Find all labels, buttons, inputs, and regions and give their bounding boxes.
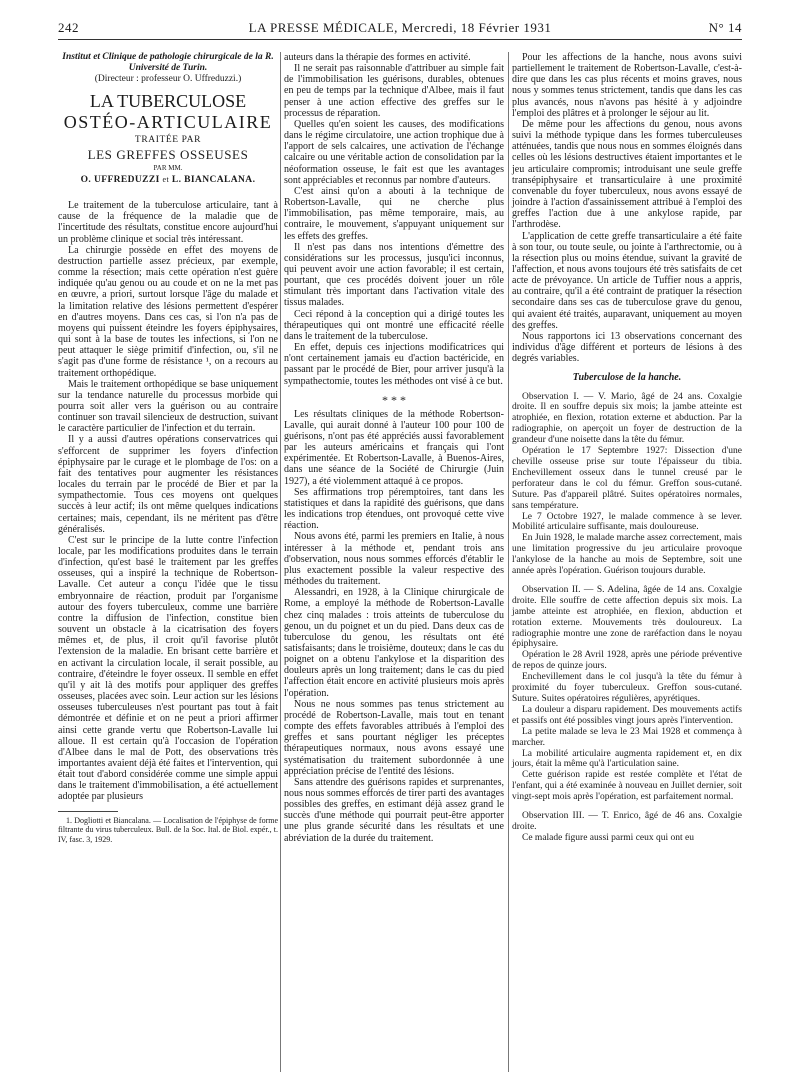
director-line: (Directeur : professeur O. Uffreduzzi.) [94, 74, 242, 84]
paragraph: Opération le 28 Avril 1928, après une période préventive de repos de quinze jours. [512, 650, 742, 672]
observation-1 [512, 392, 742, 577]
author-1: O. UFFREDUZZI [80, 175, 160, 185]
paragraph: Observation III. — T. Enrico, âgé de 46 ans. Coxalgie droite. [512, 811, 742, 832]
paragraph: Le 7 Octobre 1927, le malade commence à se lever. Mobilité articulaire suffisante, mais douloureuse. [512, 511, 742, 533]
column-3 [512, 52, 742, 844]
journal-title: LA PRESSE MÉDICALE, Mercredi, 18 Février 1931 [248, 20, 552, 35]
paragraph: Nous ne nous sommes pas tenus strictement au procédé de Robertson-Lavalle, mais tout en tenant compte des effets favorables attribués à l'emploi des greffes et sans pourtant négliger les préceptes thérapeutiques normaux, nous avons essayé une systématisation du traitement subordonnée à une appréciation précise de l'entité des lésions. [284, 698, 504, 777]
header-rule [58, 39, 742, 40]
paragraph: De même pour les affections du genou, nous avons suivi la méthode typique dans les formes tuberculeuses atténuées, tandis que nous nous en sommes éloignés dans celles où les lésions destructives étaient importantes et le jeu articulaire compromis; introduisant une seule greffe transépiphysaire et transarticulaire à une proximité convenable du foyer tuberculeux, nous avons essayé de joindre à l'action d'assainissement attribué à l'emploi des greffes l'action due à une ankylose rapide, par l'arthrodèse. [512, 118, 742, 231]
author-conjunction: et [162, 175, 170, 184]
paragraph: Les résultats cliniques de la méthode Robertson-Lavalle, qui aurait donné à l'auteur 100 pour 100 de guérisons, n'ont pas été appréciés aussi favorablement par les auteurs américains et français qui l'ont expérimentée. Et Robertson-Lavalle, à Buenos-Aires, dans une séance de la Société de Chirurgie (Juin 1927), a été violemment attaqué à ce propos. [284, 408, 504, 487]
paragraph: Ses affirmations trop péremptoires, tant dans les statistiques et dans la rapidité des guérisons, que dans les indications trop étendues, ont provoqué cette vive réaction. [284, 486, 504, 532]
paragraph: Ceci répond à la conception qui a dirigé toutes les thérapeutiques qui ont montré une efficacité réelle dans le traitement de la tuberculose. [284, 308, 504, 342]
page-header [58, 20, 742, 38]
paragraph: Mais le traitement orthopédique se base uniquement sur la tendance naturelle du processus morbide qui pourra soit aller vers la guérison ou au contraire continuer son travail silencieux de destruction, suivant le caractère particulier de l'infection et du terrain. [58, 378, 278, 435]
section-separator: * * * [382, 392, 406, 407]
paragraph: Opération le 17 Septembre 1927: Dissection d'une cheville osseuse prise sur toute l'épaisseur du tibia. Enchevillement osseux dans le tunnel creusé par le perforateur dans le col du fémur. Greffon sous-cutané. Suture. Pas d'appareil plâtré. Suites opératoires normales, sans température. [512, 446, 742, 511]
footnote: 1. Dogliotti et Biancalana. — Localisation de l'épiphyse de forme filtrante du virus tuberculeux. Bull. de la Soc. Ital. de Biol. expér., t. IV, fasc. 3, 1929. [58, 815, 278, 844]
paragraph: Observation II. — S. Adelina, âgée de 14 ans. Coxalgie droite. Elle souffre de cette affection depuis six mois. La jambe atteinte est atrophiée, en flexion, abduction et rotation externe. Mouvements très douloureux. La radiographie montre une zone de raréfaction dans le noyau épiphysaire. [512, 584, 742, 650]
page-number: 242 [58, 20, 79, 35]
paragraph: En effet, depuis ces injections modificatrices qui n'ont certainement jamais eu d'action bactéricide, en passant par le procédé de Bier, pour arriver jusqu'à la sympathectomie, toutes les méthodes ont visé à ce but. [284, 342, 504, 387]
column-1 [58, 52, 278, 844]
paragraph: Quelles qu'en soient les causes, des modifications dans le régime circulatoire, une action trophique due à l'apport de sels calcaires, une activation de l'échange calcaire ou une véritable action de consolidation par la néoformation osseuse, le fait est que les avantages sont appréciables et reconnus par nombre d'auteurs. [284, 118, 504, 186]
paragraph: Il ne serait pas raisonnable d'attribuer au simple fait de l'immobilisation les guérisons, durables, obtenues en peu de temps par la technique d'Albee, mais il faut penser à une action effective des greffes sur le processus de réparation. [284, 63, 504, 119]
article-title-line-3: TRAITÉE PAR [134, 135, 202, 145]
observation-2 [512, 585, 742, 803]
paragraph: C'est ainsi qu'on a abouti à la technique de Robertson-Lavalle, qui ne cherche plus l'immobilisation, pas même temporaire, mais, au contraire, le mouvement, s'appuyant uniquement sur les effets des greffes. [284, 185, 504, 242]
column-2 [284, 52, 504, 844]
paragraph: La chirurgie possède en effet des moyens de destruction partielle assez précieux, par exemple, comme la résection; mais cette opération n'est guère indiquée qu'au genou ou au coude et on ne la met pas en œuvre, a priori, surtout lorsque l'âge du malade et la limitation relative des lésions permettent d'espérer en d'autres moyens. Dans ces cas, si l'on n'a pas de moyens qui puissent éteindre les foyers épiphysaires, qui sont à la base de toutes les infections, si l'on ne peut attaquer le siège primitif d'infection, ou, s'il ne s'agit pas d'une forme de résistance ¹, on a recours au traitement orthopédique. [58, 244, 278, 379]
authors [58, 174, 278, 186]
article-title-line-1: LA TUBERCULOSE [89, 91, 247, 111]
footnote-rule [58, 811, 118, 812]
paragraph: En Juin 1928, le malade marche assez correctement, mais une limitation progressive du jeu articulaire provoque l'ankylose de la hanche au mois de Septembre, soit une année après l'opération. Guérison toujours durable. [512, 533, 742, 577]
paragraph: La mobilité articulaire augmenta rapidement et, en dix jours, était la même qu'à l'articulation saine. [512, 748, 742, 770]
article-title-line-2: OSTÉO-ARTICULAIRE [63, 112, 273, 132]
paragraph: Il n'est pas dans nos intentions d'émettre des considérations sur les processus, jusqu'ici inconnus, qui peuvent avoir une action favorable; il est certain, pourtant, que ces procédés doivent jouer un rôle stimulant très important dans l'activation vitale des tissus malades. [284, 241, 504, 309]
paragraph: Ce malade figure aussi parmi ceux qui ont eu [522, 832, 695, 843]
paragraph: Le traitement de la tuberculose articulaire, tant à cause de la fréquence de la maladie que de l'incertitude des résultats, constitue encore aujourd'hui un problème clinique et social très intéressant. [58, 200, 278, 245]
paragraph: L'application de cette greffe transarticulaire a été faite à son tour, ou toute seule, ou jointe à l'arthrectomie, ou à la résection plus ou moins étendue, suivant la gravité de l'affection, et nous avons toujours été très satisfaits de cet acte de prévoyance. Un article de Tuffier nous a appris, au contraire, qu'il a été contraint de pratiquer la résection secondaire dans ses cas de tuberculose grave du genou, qui avaient été traités, auparavant, uniquement au moyen des greffes. [512, 230, 742, 331]
section-heading: Tuberculose de la hanche. [572, 372, 682, 384]
paragraph: Nous avons été, parmi les premiers en Italie, à nous intéresser à la méthode et, pendant trois ans d'observation, nous nous sommes efforcés d'établir le plus exactement possible la valeur respective des méthodes du traitement. [284, 531, 504, 588]
column-divider [280, 52, 281, 1072]
paragraph: Pour les affections de la hanche, nous avons suivi partiellement le traitement de Robertson-Lavalle, c'est-à-dire que dans les cas plus récents et moins graves, nous nous y sommes tenus strictement, tandis que dans les cas plus avancés, nous n'avons pas hésité à y adjoindre l'emploi des plâtres et à prolonger le séjour au lit. [512, 52, 742, 119]
paragraph: Nous rapportons ici 13 observations concernant des individus d'âge différent et porteurs de lésions à des degrés variables. [512, 330, 742, 365]
paragraph: Observation I. — V. Mario, âgé de 24 ans. Coxalgie droite. Il en souffre depuis six mois; la jambe atteinte est atrophiée, en flexion, rotation externe et abduction. Par la radiographie, on aperçoit un foyer de destruction de la grandeur d'une noisette dans la tête du fémur. [512, 391, 742, 446]
paragraph: Enchevillement dans le col jusqu'à la tête du fémur à proximité du foyer tuberculeux. Greffon sous-cutané. Suture. Suites opératoires régulières, apyrétiques. [512, 672, 742, 704]
paragraph: C'est sur le principe de la lutte contre l'infection locale, par les modifications produites dans le terrain d'infection, qu'est basé le traitement par les greffes osseuses, qui a inspiré la technique de Robertson-Lavalle. Cet auteur a conçu l'idée que le tissu embryonnaire de réaction, produit par l'organisme autour des foyers tuberculeux, comme une barrière contre la diffusion de l'infection, constitue bien souvent un obstacle à la cicatrisation des foyers mêmes et, de plus, il croit qu'il favorise plutôt l'extension de la maladie. En brisant cette barrière et en activant la circulation locale, il serait possible, au contraire, d'éteindre le foyer osseux. Il semble en effet qu'il y ait là des motifs pour appliquer des greffes osseuses, placées avec soin. Leur action sur les lésions osseuses tuberculeuses n'est pourtant pas tout à fait démontrée et définie et on ne peut a priori affirmer ainsi cette grande vertu que Robertson-Lavalle lui alloue. Il est certain qu'à l'occasion de l'opération d'Albee dans le mal de Pott, des observations très importantes avaient déjà été faites et l'intervention, qui était tout d'abord considérée comme une simple appui dans le traitement d'immobilisation, a été actuellement adoptée par plusieurs [58, 534, 278, 803]
paragraph: Sans attendre des guérisons rapides et surprenantes, nous nous sommes efforcés de tirer parti des avantages possibles des greffes, en estimant déjà assez grand le succès d'une méthode qui pourrait peut-être apporter une plus grande sécurité dans les résultats et une abréviation de la durée du traitement. [284, 776, 504, 844]
paragraph: Alessandri, en 1928, à la Clinique chirurgicale de Rome, a employé la méthode de Robertson-Lavalle chez cinq malades : trois atteints de tuberculose du genou, un du poignet et un du pied. Dans deux cas de tuberculose du genou, les résultats ont été satisfaisants; dans le troisième, douteux; dans le cas du poignet on a obtenu l'ankylose et la disparition des douleurs après un long traitement; dans le cas du pied l'affection était encore en activité plusieurs mois après l'opération. [284, 587, 504, 699]
byline-prefix: PAR MM. [153, 164, 183, 172]
article-title-line-4: LES GREFFES OSSEUSES [87, 147, 249, 162]
column-divider [508, 52, 509, 1072]
paragraph: La douleur a disparu rapidement. Des mouvements actifs et passifs ont été possibles vingt jours après l'intervention. [512, 704, 742, 726]
issue-number: N° 14 [708, 20, 742, 35]
observation-3 [512, 811, 742, 844]
paragraph: La petite malade se leva le 23 Mai 1928 et commença à marcher. [512, 726, 742, 748]
author-2: L. BIANCALANA. [171, 175, 256, 185]
institute-line: Institut et Clinique de pathologie chirurgicale de la R. Université de Turin. [62, 52, 274, 73]
paragraph: auteurs dans la thérapie des formes en activité. [284, 52, 471, 63]
paragraph: Il y a aussi d'autres opérations conservatrices qui s'efforcent de supprimer les foyers d'infection épiphysaire par le curage et le plombage de l'os: on a fait des tentatives pour augmenter les résistances locales du terrain par le procédé de Bier et par la sympathectomie. Tous ces moyens ont quelques succès à leur actif; ils ont même quelques indications certaines; mais, cependant, ils ne méritent pas d'être généralisés. [58, 434, 278, 535]
paragraph: Cette guérison rapide est restée complète et l'état de l'enfant, qui a été examinée à nouveau en Juillet dernier, soit vingt-sept mois après l'opération, est parfaitement normal. [512, 770, 742, 803]
